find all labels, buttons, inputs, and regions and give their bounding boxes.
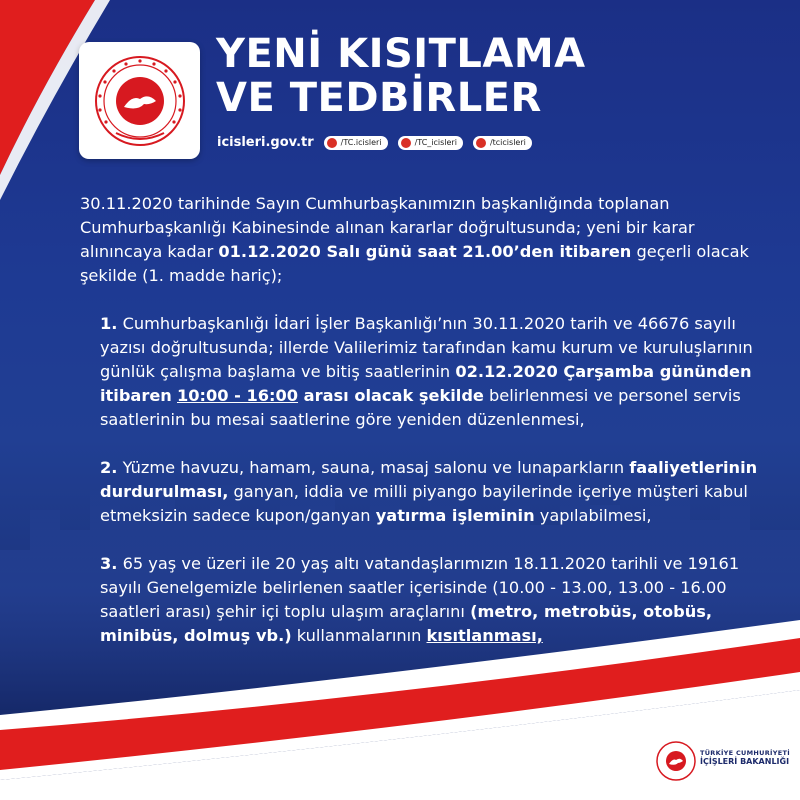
intro-date-highlight: 01.12.2020 Salı günü saat 21.00’den itibaren [218, 242, 632, 261]
item-underlined-highlight: kısıtlanması, [426, 626, 543, 645]
intro-text: 30.11.2020 tarihinde Sayın Cumhurbaşkanımızın başkanlığında toplanan Cumhurbaşkanlığı Kabinesinde alınan kararlar doğrultusunda; yeni bir karar alınıncaya kadar [80, 194, 695, 261]
ministry-seal-icon [94, 55, 186, 147]
item-text: ganyan, iddia ve milli piyango bayilerinde içeriye müşteri kabul etmeksizin sadece kupon/ganyan [100, 482, 748, 525]
poster-title [216, 32, 586, 120]
twitter-icon [401, 138, 411, 148]
announcement-body [80, 192, 760, 672]
social-twitter-label: /TC_icisleri [414, 138, 457, 147]
social-facebook[interactable] [324, 136, 388, 150]
footer-line-1: TÜRKİYE CUMHURİYETİ [700, 749, 790, 757]
title-line-2: VE TEDBİRLER [216, 75, 542, 121]
footer-seal-icon [656, 741, 696, 781]
intro-text-end: geçerli olacak şekilde (1. madde hariç); [80, 242, 749, 285]
item-text: Yüzme havuzu, hamam, sauna, masaj salonu ve lunaparkların [117, 458, 630, 477]
list-item [80, 552, 760, 648]
item-number: 2. [100, 458, 118, 477]
social-facebook-label: /TC.icisleri [340, 138, 382, 147]
instagram-icon [476, 138, 486, 148]
item-highlight: faaliyetlerinin durdurulması, [100, 458, 758, 501]
footer-line-2: İÇİŞLERİ BAKANLIĞI [700, 757, 790, 766]
facebook-icon [327, 138, 337, 148]
item-text: Cumhurbaşkanlığı İdari İşler Başkanlığı’nın 30.11.2020 tarih ve 46676 sayılı yazısı doğrultusunda; illerde Valilerimiz tarafından kamu kurum ve kuruluşlarının günlük çalışma başlama ve bitiş saatlerinin [100, 314, 753, 381]
intro-paragraph [80, 192, 760, 288]
social-instagram-label: /tcicisleri [489, 138, 526, 147]
social-instagram[interactable] [473, 136, 532, 150]
contact-row [217, 135, 532, 150]
item-highlight: arası olacak şekilde [298, 386, 484, 405]
ministry-logo [79, 42, 200, 159]
item-number: 3. [100, 554, 118, 573]
item-highlight: yatırma işleminin [375, 506, 535, 525]
item-hours-underlined: 10:00 - 16:00 [177, 386, 299, 405]
item-text: yapılabilmesi, [534, 506, 652, 525]
item-highlight: (metro, metrobüs, otobüs, minibüs, dolmuş vb.) [100, 602, 713, 645]
item-text: belirlenmesi ve personel servis saatlerinin bu mesai saatlerine göre yeniden düzenlenmesi, [100, 386, 741, 429]
item-text: kullanmalarının [291, 626, 427, 645]
list-item [80, 456, 760, 528]
item-number: 1. [100, 314, 118, 333]
website-link[interactable]: icisleri.gov.tr [217, 135, 314, 150]
item-text: 65 yaş ve üzeri ile 20 yaş altı vatandaşlarımızın 18.11.2020 tarihli ve 19161 sayılı Genelgemizle belirlenen saatler içerisinde (10.00 - 13.00, 13.00 - 16.00 saatleri arası) şehir içi toplu ulaşım araçlarını [100, 554, 740, 621]
list-item [80, 312, 760, 432]
footer-ministry-name [700, 749, 790, 766]
social-twitter[interactable] [398, 136, 463, 150]
title-line-1: YENİ KISITLAMA [216, 31, 586, 77]
item-highlight: 02.12.2020 Çarşamba gününden itibaren [100, 362, 752, 405]
